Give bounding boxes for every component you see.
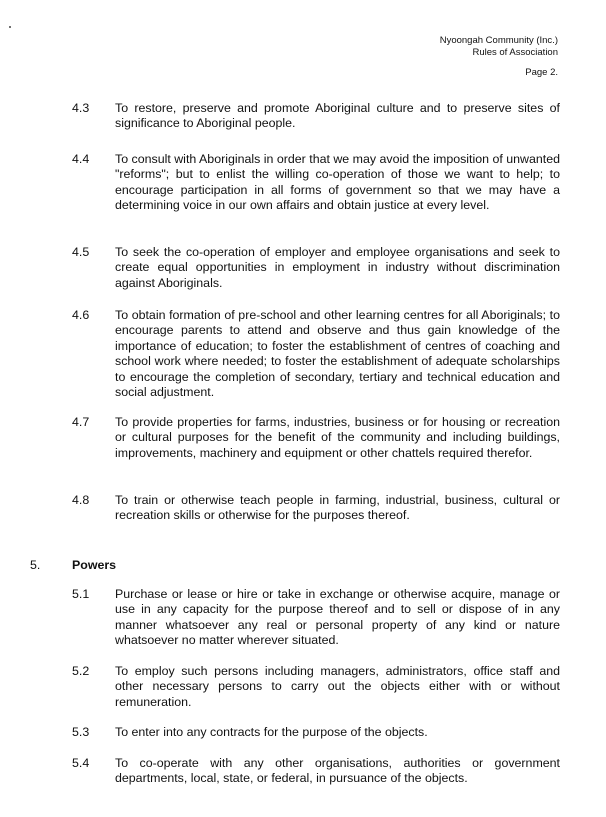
clause-4-4 xyxy=(72,152,560,214)
clause-text: To co-operate with any other organisations, authorities or government departments, local, state, or federal, in pursuance of the objects. xyxy=(115,756,560,786)
page-number: Page 2. xyxy=(525,67,558,78)
clause-number: 4.8 xyxy=(72,493,90,507)
clause-text: To train or otherwise teach people in farming, industrial, business, cultural or recreation skills or otherwise for the purposes thereof. xyxy=(115,493,560,523)
clause-number: 4.4 xyxy=(72,152,90,166)
clause-4-5 xyxy=(72,245,560,291)
clause-5-4 xyxy=(72,756,560,787)
clause-number: 5.2 xyxy=(72,664,90,678)
running-header xyxy=(440,35,558,59)
clause-number: 4.3 xyxy=(72,101,90,115)
clause-4-8 xyxy=(72,493,560,524)
clause-text: To seek the co-operation of employer and employee organisations and seek to create equal opportunities in employment in industry without discrimination against Aboriginals. xyxy=(115,245,560,290)
clause-4-6 xyxy=(72,308,560,400)
clause-number: 4.5 xyxy=(72,245,90,259)
clause-number: 4.7 xyxy=(72,415,90,429)
clause-4-3 xyxy=(72,101,560,132)
clause-text: To employ such persons including managers, administrators, office staff and other necessary persons to carry out the objects either with or without remuneration. xyxy=(115,664,560,709)
clause-5-2 xyxy=(72,664,560,710)
header-organisation: Nyoongah Community (Inc.) xyxy=(439,35,558,46)
clause-number: 5.1 xyxy=(72,587,90,601)
header-document-title: Rules of Association xyxy=(472,47,558,58)
scan-speck xyxy=(9,26,11,28)
section-number: 5. xyxy=(30,558,41,572)
clause-number: 5.4 xyxy=(72,756,90,770)
clause-text: To enter into any contracts for the purpose of the objects. xyxy=(115,725,428,739)
clause-4-7 xyxy=(72,415,560,461)
clause-text: To restore, preserve and promote Aboriginal culture and to preserve sites of significance to Aboriginal people. xyxy=(115,101,560,131)
clause-5-3 xyxy=(72,725,560,740)
clause-text: To provide properties for farms, industries, business or for housing or recreation or cultural purposes for the benefit of the community and including buildings, improvements, machinery and equipment or other chattels required therefor. xyxy=(115,415,560,460)
clause-text: To consult with Aboriginals in order that we may avoid the imposition of unwanted "reforms"; but to enlist the willing co-operation of those we want to help; to encourage participation in all forms of government so that we may have a determining voice in our own affairs and obtain justice at every level. xyxy=(115,152,560,213)
clause-5-1 xyxy=(72,587,560,649)
clause-text: To obtain formation of pre-school and other learning centres for all Aboriginals; to encourage parents to attend and observe and thus gain knowledge of the importance of education; to foster the establishment of centres of coaching and school work where needed; to foster the establishment of adequate scholarships to encourage the completion of secondary, tertiary and technical education and social adjustment. xyxy=(115,308,560,400)
clause-text: Purchase or lease or hire or take in exchange or otherwise acquire, manage or use in any capacity for the purpose thereof and to sell or dispose of in any manner whatsoever any real or personal property of any kind or nature whatsoever no matter wherever situated. xyxy=(115,587,560,648)
section-title: Powers xyxy=(72,558,117,572)
clause-number: 5.3 xyxy=(72,725,90,739)
clause-number: 4.6 xyxy=(72,308,90,322)
